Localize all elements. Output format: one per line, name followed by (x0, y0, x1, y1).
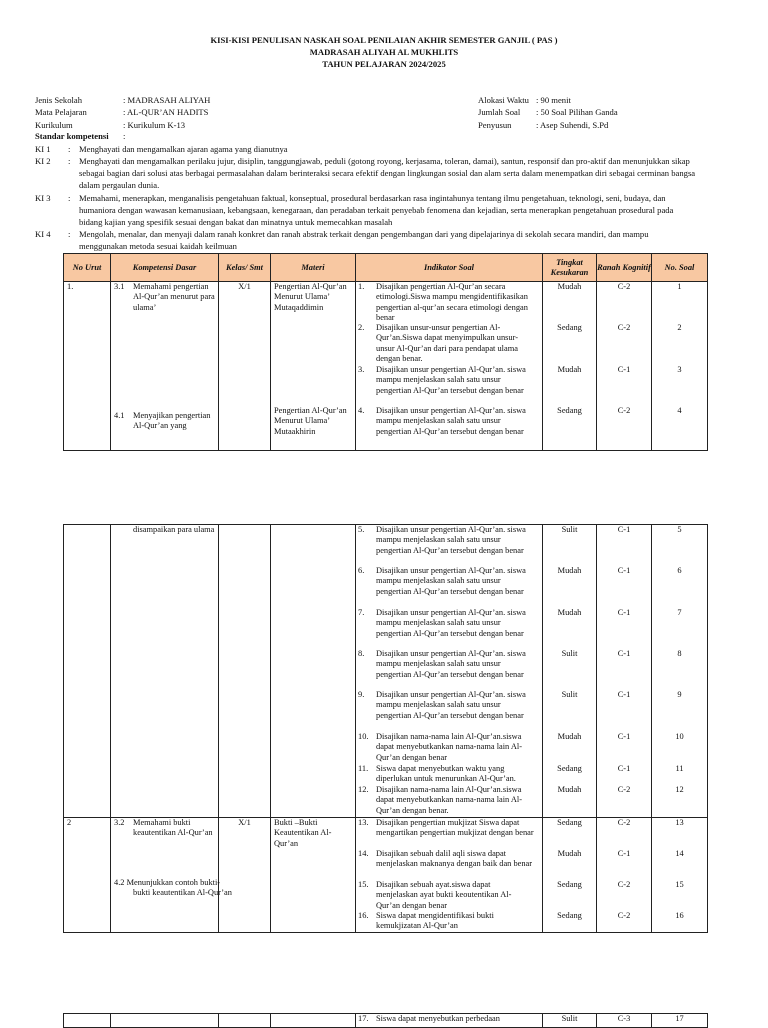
indikator-text: Disajikan unsur pengertian Al-Qur’an. siswa mampu menjelaskan salah satu unsur pengertian Al-Qur’an tersebut dengan benar (376, 365, 526, 395)
ranah-kognitif: C-2 (617, 818, 631, 827)
ki3-label: KI 3 (35, 193, 51, 203)
ki1-colon: : (68, 144, 71, 154)
indikator-number: 2. (358, 323, 365, 332)
ranah-kognitif: C-1 (617, 649, 631, 658)
tingkat-kesukaran: Mudah (557, 785, 582, 794)
ki4-label: KI 4 (35, 229, 51, 239)
ranah-kognitif: C-2 (617, 880, 631, 889)
indikator-text: Disajikan unsur pengertian Al-Qur’an. siswa mampu menjelaskan salah satu unsur pengertian Al-Qur’an tersebut dengan benar (376, 566, 526, 596)
kd-number: 4.2 (114, 878, 125, 887)
ki1-text: Menghayati dan mengamalkan ajaran agama yang dianutnya (79, 144, 288, 154)
ki2-text-1: Menghayati dan mengamalkan perilaku jujur, disiplin, tanggungjawab, peduli (gotong royong, kerjasama, toleran, damai), santun, responsif dan pro-aktif dan menunjukkan sikap (79, 156, 690, 166)
indikator-number: 17. (358, 1014, 369, 1023)
ki3-text-1: Memahami, menerapkan, menganalisis pengetahuan faktual, konseptual, prosedural berdasarkan rasa ingintahunya tentang ilmu pengetahuan, teknologi, seni, budaya, dan (79, 193, 666, 203)
col-header-ranah-kognitif: Ranah Kognitif (597, 254, 652, 282)
indikator-text: Disajikan unsur-unsur pengertian Al-Qur’an.Siswa dapat menyimpulkan unsur-unsur Al-Qur’an dari para pendapat ulama dengan benar. (376, 323, 519, 363)
indikator-text: Siswa dapat mengidentifikasi bukti kemukjizatan Al-Qur’an (376, 911, 494, 931)
jumlah-soal-label: Jumlah Soal (478, 107, 521, 117)
indikator-number: 6. (358, 566, 365, 575)
table-row (64, 282, 708, 451)
row-no: 2 (67, 818, 72, 827)
tingkat-kesukaran: Sedang (557, 406, 582, 415)
col-header-kompetensi-dasar: Kompetensi Dasar (111, 254, 219, 282)
no-soal: 10 (675, 732, 684, 741)
ki2-label: KI 2 (35, 156, 51, 166)
tingkat-kesukaran: Sulit (561, 525, 578, 534)
ranah-kognitif: C-1 (617, 764, 631, 773)
ki3-text-2: humaniora dengan wawasan kemanusiaan, kebangsaan, kenegaraan, dan peradaban terkait penyebab fenomena dan kejadian, serta menerapkan pengetahuan prosedural pada (79, 205, 674, 215)
kd-number: 4.1 (114, 411, 125, 420)
ranah-kognitif: C-2 (617, 282, 631, 291)
penyusun-label: Penyusun (478, 120, 512, 130)
indikator-text: Disajikan sebuah dalil aqli siswa dapat menjelaskan maknanya dengan baik dan benar (376, 849, 533, 869)
indikator-number: 9. (358, 690, 365, 699)
indikator-text: Disajikan pengertian Al-Qur’an secara etimologi.Siswa mampu mengidentifikasikan pengertian al-qur’an secara etimologi dengan benar (376, 282, 528, 322)
mata-pelajaran-value: : AL-QUR’AN HADITS (123, 107, 209, 117)
table-row (64, 1014, 708, 1028)
indikator-number: 7. (358, 608, 365, 617)
tingkat-kesukaran: Mudah (557, 608, 582, 617)
kisi-table-3 (63, 1013, 708, 1028)
indikator-text: Disajikan nama-nama lain Al-Qur’an.siswa dapat menyebutkankan nama-nama lain Al-Qur’an dengan benar. (376, 785, 523, 815)
materi-mutaqaddimin: Pengertian Al-Qur’an Menurut Ulama’ Mutaqaddimin (274, 282, 347, 312)
no-soal: 14 (675, 849, 684, 858)
ranah-kognitif: C-1 (617, 690, 631, 699)
materi-mutaakhirin: Pengertian Al-Qur’an Menurut Ulama’ Mutaakhirin (274, 406, 347, 436)
tingkat-kesukaran: Sulit (561, 690, 578, 699)
indikator-number: 10. (358, 732, 369, 741)
indikator-text: Siswa dapat menyebutkan waktu yang diperlukan untuk menurunkan Al-Qur’an. (376, 764, 516, 784)
ranah-kognitif: C-2 (617, 911, 631, 920)
col-header-no-soal: No. Soal (652, 254, 708, 282)
ranah-kognitif: C-1 (617, 566, 631, 575)
ki2-text-3: dalam pergaulan dunia. (79, 180, 160, 190)
indikator-text: Disajikan nama-nama lain Al-Qur’an.siswa dapat menyebutkankan nama-nama lain Al-Qur’an dengan benar (376, 732, 523, 762)
kelas-smt: X/1 (238, 818, 251, 827)
ranah-kognitif: C-1 (617, 525, 631, 534)
col-header-kelas-smt: Kelas/ Smt (219, 254, 271, 282)
kd-text: Menunjukkan contoh bukti-bukti keautentikan Al-Qur’an (126, 878, 232, 898)
ranah-kognitif: C-2 (617, 785, 631, 794)
kurikulum-value: : Kurikulum K-13 (123, 120, 186, 130)
tingkat-kesukaran: Sulit (561, 649, 578, 658)
tingkat-kesukaran: Sedang (557, 764, 582, 773)
ranah-kognitif: C-1 (617, 732, 631, 741)
no-soal: 2 (677, 323, 682, 332)
no-soal: 7 (677, 608, 682, 617)
indikator-number: 1. (358, 282, 365, 291)
ranah-kognitif: C-1 (617, 849, 631, 858)
indikator-text: Disajikan unsur pengertian Al-Qur’an. siswa mampu menjelaskan salah satu unsur pengertian Al-Qur’an tersebut dengan benar (376, 525, 526, 555)
kd-text: Memahami pengertian Al-Qur’an menurut para ulama’ (133, 282, 215, 312)
ranah-kognitif: C-2 (617, 323, 631, 332)
ki4-text-2: menggunakan metoda sesuai kaidah keilmuan (79, 241, 237, 251)
penyusun-value: : Asep Suhendi, S.Pd (536, 120, 609, 130)
kd-number: 3.1 (114, 282, 125, 291)
kd-text: Memahami bukti keautentikan Al-Qur’an (133, 818, 213, 838)
table-header-row (64, 254, 708, 282)
col-header-no-urut: No Urut (64, 254, 111, 282)
tingkat-kesukaran: Sedang (557, 911, 582, 920)
tingkat-kesukaran: Mudah (557, 282, 582, 291)
no-soal: 9 (677, 690, 682, 699)
kd-text: Menyajikan pengertian Al-Qur’an yang (133, 411, 211, 431)
tingkat-kesukaran: Sulit (561, 1014, 578, 1023)
no-soal: 6 (677, 566, 682, 575)
doc-title-line3: TAHUN PELAJARAN 2024/2025 (322, 59, 446, 69)
ki2-text-2: sebagai bagian dari solusi atas berbagai permasalahan dalam berinteraksi secara efektif dengan lingkungan sosial dan alam serta dalam menempatkan diri sebagai cerminan bangsa (79, 168, 696, 178)
standar-kompetensi-colon: : (123, 131, 126, 141)
ki4-colon: : (68, 229, 71, 239)
tingkat-kesukaran: Mudah (557, 732, 582, 741)
jenis-sekolah-value: : MADRASAH ALIYAH (123, 95, 211, 105)
jenis-sekolah-label: Jenis Sekolah (35, 95, 83, 105)
indikator-number: 12. (358, 785, 369, 794)
col-header-materi: Materi (271, 254, 356, 282)
indikator-text: Disajikan unsur pengertian Al-Qur’an. siswa mampu menjelaskan salah satu unsur pengertian Al-Qur’an tersebut dengan benar (376, 406, 526, 436)
ki3-colon: : (68, 193, 71, 203)
indikator-text: Disajikan pengertian mukjizat Siswa dapat mengartikan pengertian mukjizat dengan benar (376, 818, 534, 838)
indikator-number: 14. (358, 849, 369, 858)
indikator-text: Siswa dapat menyebutkan perbedaan (376, 1014, 500, 1023)
no-soal: 15 (675, 880, 684, 889)
doc-title-line2: MADRASAH ALIYAH AL MUKHLITS (309, 47, 459, 57)
doc-title-line1: KISI-KISI PENULISAN NASKAH SOAL PENILAIAN AKHIR SEMESTER GANJIL ( PAS ) (210, 35, 558, 45)
tingkat-kesukaran: Sedang (557, 323, 582, 332)
kisi-table-2 (63, 524, 708, 933)
indikator-number: 13. (358, 818, 369, 827)
col-header-indikator-soal: Indikator Soal (356, 254, 543, 282)
no-soal: 4 (677, 406, 682, 415)
ranah-kognitif: C-3 (617, 1014, 631, 1023)
indikator-text: Disajikan unsur pengertian Al-Qur’an. siswa mampu menjelaskan salah satu unsur pengertian Al-Qur’an tersebut dengan benar (376, 608, 526, 638)
kd-4-2 (114, 878, 236, 899)
no-soal: 1 (677, 282, 682, 291)
table-row (64, 818, 708, 933)
kisi-table-1 (63, 253, 708, 451)
kurikulum-label: Kurikulum (35, 120, 73, 130)
alokasi-waktu-label: Alokasi Waktu (478, 95, 529, 105)
no-soal: 13 (675, 818, 684, 827)
indikator-number: 5. (358, 525, 365, 534)
mata-pelajaran-label: Mata Pelajaran (35, 107, 87, 117)
kelas-smt: X/1 (238, 282, 251, 291)
ranah-kognitif: C-2 (617, 406, 631, 415)
ranah-kognitif: C-1 (617, 365, 631, 374)
tingkat-kesukaran: Mudah (557, 365, 582, 374)
ki3-text-3: bidang kajian yang spesifik sesuai dengan bakat dan minatnya untuk memecahkan masalah (79, 217, 393, 227)
indikator-text: Disajikan unsur pengertian Al-Qur’an. siswa mampu menjelaskan salah satu unsur pengertian Al-Qur’an tersebut dengan benar (376, 690, 526, 720)
tingkat-kesukaran: Mudah (557, 566, 582, 575)
no-soal: 11 (675, 764, 684, 773)
kd-number: 3.2 (114, 818, 125, 827)
indikator-number: 16. (358, 911, 369, 920)
tingkat-kesukaran: Sedang (557, 880, 582, 889)
ranah-kognitif: C-1 (617, 608, 631, 617)
kd-continuation: disampaikan para ulama (133, 525, 215, 534)
tingkat-kesukaran: Mudah (557, 849, 582, 858)
no-soal: 5 (677, 525, 682, 534)
standar-kompetensi-label: Standar kompetensi (35, 131, 109, 141)
indikator-text: Disajikan unsur pengertian Al-Qur’an. siswa mampu menjelaskan salah satu unsur pengertian Al-Qur’an tersebut dengan benar (376, 649, 526, 679)
col-header-tingkat-kesukaran: Tingkat Kesukaran (543, 254, 597, 282)
indikator-number: 8. (358, 649, 365, 658)
ki2-colon: : (68, 156, 71, 166)
indikator-number: 11. (358, 764, 369, 773)
ki4-text-1: Mengolah, menalar, dan menyaji dalam ranah konkret dan ranah abstrak terkait dengan pengembangan dari yang dipelajarinya di sekolah secara mandiri, dan mampu (79, 229, 649, 239)
no-soal: 8 (677, 649, 682, 658)
ki1-label: KI 1 (35, 144, 51, 154)
indikator-number: 3. (358, 365, 365, 374)
indikator-text: Disajikan sebuah ayat.siswa dapat menjelaskan ayat bukti keoutentikan Al-Qur’an dengan benar (376, 880, 512, 910)
indikator-number: 15. (358, 880, 369, 889)
materi-bukti-keautentikan: Bukti –Bukti Keautentikan Al-Qur’an (274, 818, 332, 848)
row-no: 1. (67, 282, 74, 291)
no-soal: 12 (675, 785, 684, 794)
tingkat-kesukaran: Sedang (557, 818, 582, 827)
no-soal: 3 (677, 365, 682, 374)
alokasi-waktu-value: : 90 menit (536, 95, 571, 105)
jumlah-soal-value: : 50 Soal Pilihan Ganda (536, 107, 618, 117)
indikator-number: 4. (358, 406, 365, 415)
no-soal: 17 (675, 1014, 684, 1023)
no-soal: 16 (675, 911, 684, 920)
table-row (64, 525, 708, 818)
